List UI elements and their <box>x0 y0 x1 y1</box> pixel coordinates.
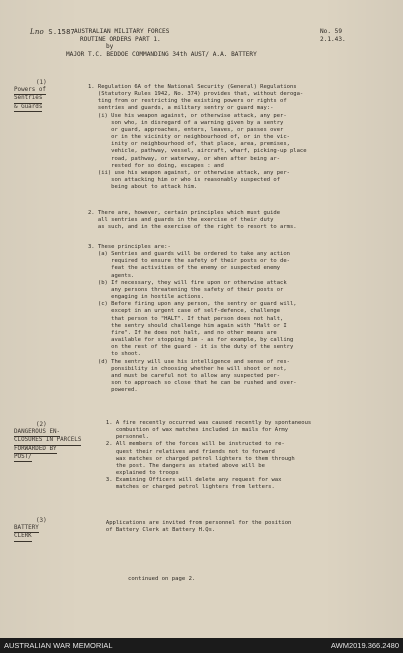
text-line: fire". If he does not halt, and no other means are <box>88 329 277 336</box>
orders-heading <box>66 28 320 58</box>
text-line: except in an urgent case of self-defence, challenge <box>88 308 281 315</box>
margin-note-clerk <box>14 518 47 542</box>
margin-line: BATTERY <box>14 525 39 533</box>
heading-line: MAJOR T.C. BEDDOE COMMANDING 34th AUST/ A.A. BATTERY <box>66 50 257 58</box>
text-line: being about to attack him. <box>88 184 198 191</box>
text-line: son to approach so close that he can be rushed and over- <box>88 379 297 386</box>
paragraph-1 <box>88 84 392 191</box>
text-line: or in the vicinity or neighbourhood of, or in the vic- <box>88 134 290 141</box>
order-number: No. 59 <box>320 28 343 35</box>
text-line: combustion of wax matches included in mails for Army <box>96 427 289 434</box>
paragraph-dangerous-enclosures <box>96 420 400 492</box>
text-line: rested for so doing, escapes : and <box>88 162 224 169</box>
text-line: all sentries and guards in the exercise of their duty <box>88 217 274 224</box>
text-line: available for stopping him - as for example, by calling <box>88 337 294 344</box>
text-line: and must be careful not to allow any suspected per- <box>88 372 281 379</box>
paragraph-2 <box>88 210 392 231</box>
margin-line: POST/ <box>14 454 32 462</box>
archive-source: AUSTRALIAN WAR MEMORIAL <box>4 641 113 650</box>
heading-line: by <box>106 43 114 51</box>
text-line: son who, in disregard of a warning given by a sentry <box>88 119 284 126</box>
margin-number: (1) <box>36 80 47 86</box>
text-line: quest their relatives and friends not to forward <box>96 448 275 455</box>
text-line: explained to troops <box>96 470 179 477</box>
text-line: 3. Examining Officers will delete any request for wax <box>96 477 282 484</box>
order-number-block <box>320 28 346 43</box>
text-line: personnel. <box>96 434 149 441</box>
text-line: (b) If necessary, they will fire upon or otherwise attack <box>88 279 287 286</box>
margin-line: DANGEROUS EN- <box>14 429 60 437</box>
text-line: (i) Use his weapon against, or otherwise attack, any per- <box>88 112 287 119</box>
margin-number: (2) <box>36 422 47 428</box>
text-line: (c) Before firing upon any person, the sentry or guard will, <box>88 301 297 308</box>
order-date: 2.1.43. <box>320 35 346 43</box>
text-line: 1. Regulation 6A of the National Security (General) Regulations <box>88 84 297 90</box>
text-line: or guard, approaches, enters, leaves, or passes over <box>88 126 284 133</box>
text-line: (ii) use his weapon against, or otherwise attack, any per- <box>88 169 290 176</box>
margin-line: Powers of <box>14 87 46 95</box>
heading-line: ROUTINE ORDERS PART 1. <box>80 35 161 43</box>
text-line: engaging in hostile actions. <box>88 294 204 301</box>
text-line: ponsibility in choosing whether he will shoot or not, <box>88 365 287 372</box>
text-line: any persons threatening the safety of their posts or <box>88 286 284 293</box>
text-line: wax matches or charged petrol lighters to them through <box>96 455 295 462</box>
margin-line: FORWARDED BY <box>14 446 57 454</box>
text-line: (d) The sentry will use his intelligence and sense of res- <box>88 358 290 365</box>
margin-line: & Guards <box>14 104 42 112</box>
text-line: 3. These principles are:- <box>88 244 171 250</box>
text-line: 1. A fire recently occurred was caused recently by spontaneous <box>96 420 312 426</box>
archive-footer <box>0 638 403 653</box>
text-line: matches or charged petrol lighters from letters. <box>96 484 275 491</box>
text-line: ting from or restricting the existing powers or rights of <box>88 98 287 105</box>
heading-line: AUSTRALIAN MILITARY FORCES <box>74 28 170 35</box>
margin-line: CLERK <box>14 533 32 541</box>
text-line: Applications are invited from personnel for the position <box>96 520 292 526</box>
text-line: sentries and guards, a military sentry or guard may:- <box>88 105 274 112</box>
text-line: the sentry should challenge him again with "Halt or I <box>88 322 287 329</box>
text-line: to shoot. <box>88 351 141 358</box>
margin-note-dangerous <box>14 422 81 462</box>
continued-note: continued on page 2. <box>128 576 196 582</box>
text-line: required to ensure the safety of their posts or to de- <box>88 258 290 265</box>
text-line: road, pathway, or waterway, or when after being ar- <box>88 155 281 162</box>
text-line: (a) Sentries and guards will be ordered to take any action <box>88 251 290 258</box>
archive-accession: AWM2019.366.2480 <box>330 641 399 650</box>
text-line: 2. All members of the forces will be instructed to re- <box>96 441 285 448</box>
text-line: as such, and in the exercise of the right to resort to arms. <box>88 224 297 231</box>
reference-number: S.1587 <box>48 28 75 36</box>
text-line: the post. The dangers as stated above will be <box>96 462 265 469</box>
text-line: son attacking him or who is reasonably suspected of <box>88 177 281 184</box>
margin-line: CLOSURES IN PARCELS <box>14 437 81 445</box>
handwritten-mark: Lno <box>30 28 44 36</box>
text-line: that person to "HALT". If that person does not halt, <box>88 315 284 322</box>
text-line: 2. There are, however, certain principles which must guide <box>88 210 281 216</box>
text-line: on the rest of the guard - it is the duty of the sentry <box>88 344 294 351</box>
text-line: feat the activities of the enemy or suspected enemy <box>88 265 281 272</box>
margin-line: Sentries <box>14 95 42 103</box>
margin-note-powers <box>14 80 47 112</box>
paragraph-battery-clerk <box>96 520 400 534</box>
text-line: powered. <box>88 387 138 394</box>
text-line: agents. <box>88 272 135 279</box>
text-line: of Battery Clerk at Battery H.Qs. <box>96 527 216 534</box>
text-line: inity or neighbourhood of, that place, area, premises, <box>88 141 290 148</box>
margin-number: (3) <box>36 518 47 524</box>
text-line: (Statutory Rules 1942, No. 374) provides that, without deroga- <box>88 91 304 98</box>
paragraph-3 <box>88 244 392 394</box>
text-line: vehicle, pathway, vessel, aircraft, wharf, picking-up place <box>88 148 307 155</box>
